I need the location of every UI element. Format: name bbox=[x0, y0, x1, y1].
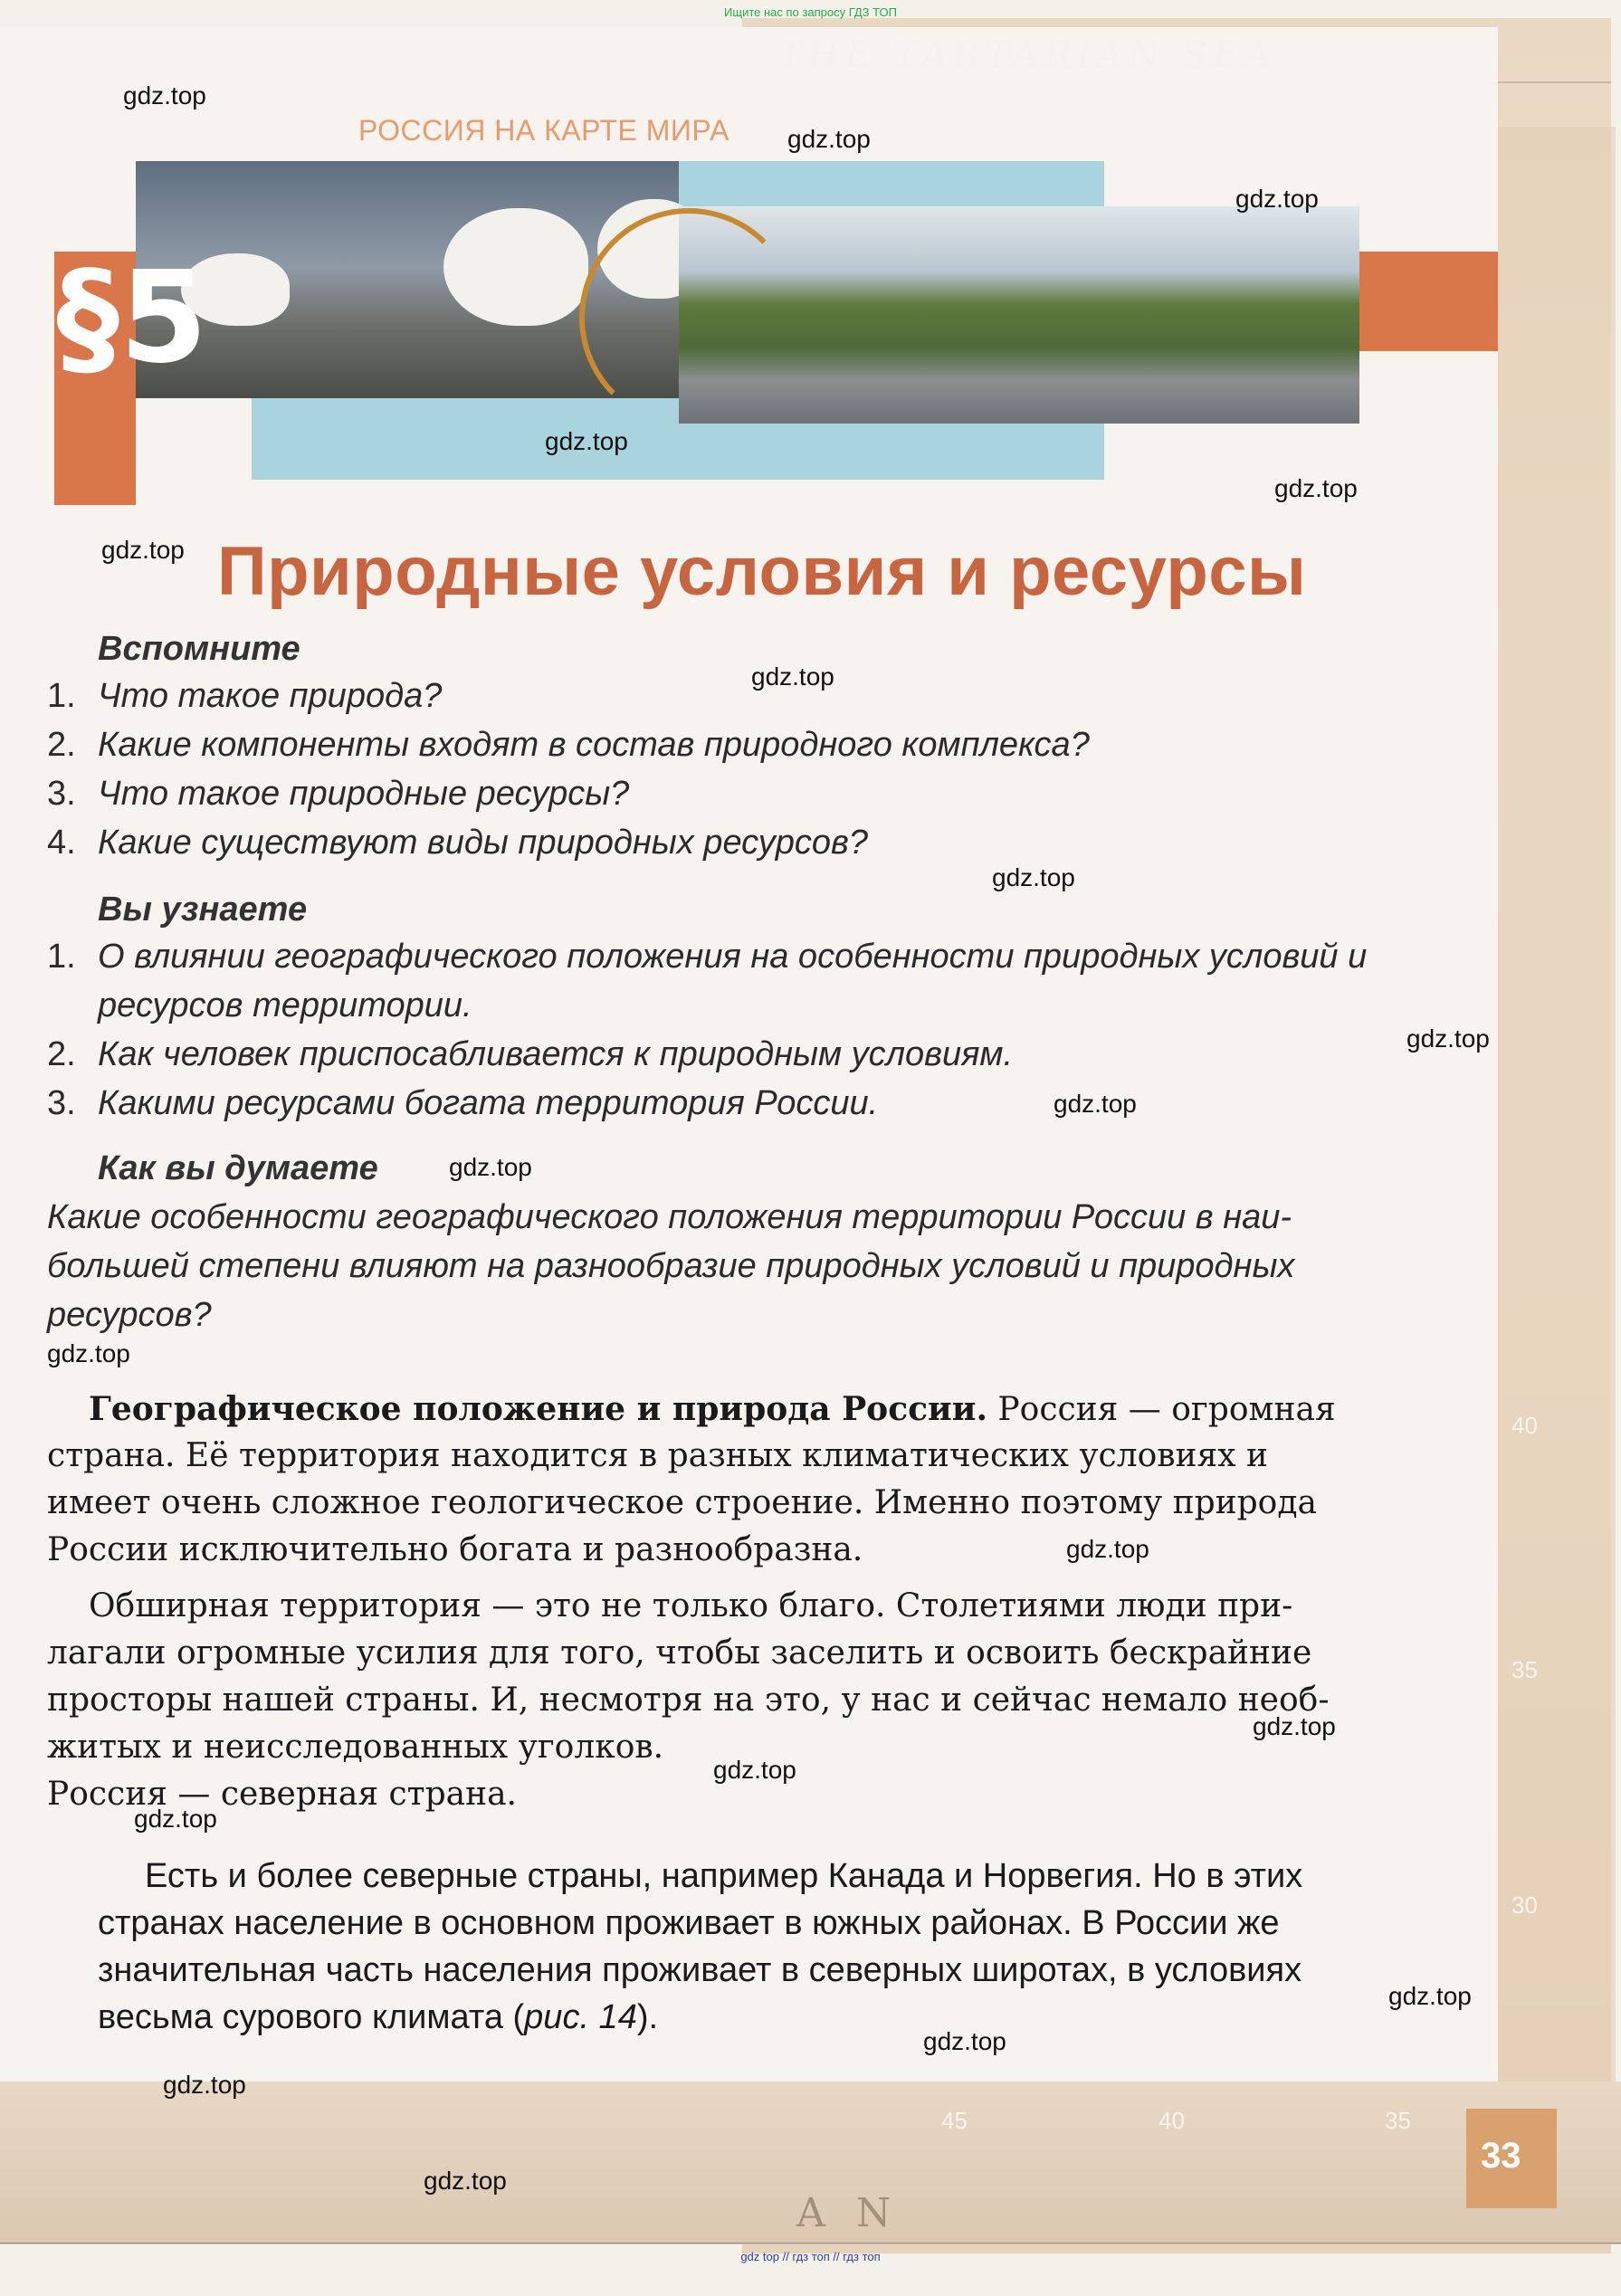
remember-heading: Вспомните bbox=[98, 630, 300, 668]
watermark: gdz.top bbox=[1253, 1712, 1336, 1740]
body-text: весьма сурового климата ( bbox=[98, 1998, 525, 2036]
watermark: gdz.top bbox=[1235, 185, 1319, 213]
watermark: gdz.top bbox=[1066, 1535, 1149, 1563]
remember-item bbox=[47, 775, 629, 814]
body-line: Есть и более северные страны, например Канада и Норвегия. Но в этих bbox=[145, 1857, 1303, 1895]
body-text: ). bbox=[636, 1998, 659, 2036]
body-line: России исключительно богата и разнообразна. bbox=[47, 1531, 863, 1568]
page-number: 33 bbox=[1481, 2136, 1521, 2176]
body-line bbox=[89, 1390, 1336, 1428]
learn-item bbox=[47, 938, 1367, 977]
think-line: ресурсов? bbox=[47, 1296, 212, 1334]
watermark: gdz.top bbox=[1054, 1090, 1137, 1118]
item-text: Как человек приспосабливается к природным условиям. bbox=[98, 1035, 1014, 1073]
body-line: значительная часть населения проживает в северных широтах, в условиях bbox=[98, 1951, 1302, 1989]
bottom-note: gdz top // гдз топ // гдз топ bbox=[740, 2250, 881, 2263]
subheading: Географическое положение и природа России. bbox=[89, 1390, 987, 1428]
item-number: 3. bbox=[47, 1084, 76, 1122]
item-text: О влиянии географического положения на особенности природных условий и bbox=[98, 938, 1368, 976]
body-line: Россия — северная страна. bbox=[47, 1776, 517, 1813]
learn-heading: Вы узнаете bbox=[98, 891, 308, 929]
map-number: 40 bbox=[1159, 2107, 1185, 2134]
polar-bear bbox=[443, 208, 588, 326]
item-number: 2. bbox=[47, 1035, 76, 1073]
watermark: gdz.top bbox=[545, 427, 628, 455]
watermark: gdz.top bbox=[449, 1153, 532, 1181]
watermark: gdz.top bbox=[47, 1339, 130, 1367]
watermark: gdz.top bbox=[101, 536, 185, 564]
body-line: имеет очень сложное геологическое строение. Именно поэтому природа bbox=[47, 1484, 1317, 1521]
map-number: 35 bbox=[1385, 2107, 1411, 2134]
item-text: Какие существуют виды природных ресурсов? bbox=[98, 824, 868, 862]
body-line: просторы нашей страны. И, несмотря на это, у нас и сейчас немало необ- bbox=[47, 1682, 1330, 1719]
map-letters: A N bbox=[796, 2190, 901, 2236]
item-number: 2. bbox=[47, 726, 76, 764]
item-number: 1. bbox=[47, 938, 76, 976]
body-line: лагали огромные усилия для того, чтобы заселить и освоить бескрайние bbox=[47, 1634, 1312, 1672]
learn-item bbox=[47, 1035, 1013, 1074]
learn-item-continuation: ресурсов территории. bbox=[98, 986, 472, 1024]
watermark: gdz.top bbox=[923, 2027, 1006, 2055]
map-number: 40 bbox=[1511, 1412, 1538, 1439]
body-text: Россия — огромная bbox=[987, 1391, 1336, 1428]
item-number: 4. bbox=[47, 824, 76, 862]
think-line: Какие особенности географического положения территории России в наи- bbox=[47, 1198, 1292, 1236]
watermark: gdz.top bbox=[134, 1805, 217, 1833]
watermark: gdz.top bbox=[713, 1756, 796, 1784]
figure-reference[interactable]: рис. 14 bbox=[524, 1998, 637, 2036]
watermark: gdz.top bbox=[163, 2071, 246, 2099]
section-label: РОССИЯ НА КАРТЕ МИРА bbox=[358, 114, 729, 147]
body-line bbox=[98, 1998, 658, 2037]
top-note: Ищите нас по запросу ГДЗ ТОП bbox=[724, 5, 897, 19]
watermark: gdz.top bbox=[123, 81, 206, 110]
remember-item bbox=[47, 824, 868, 862]
bottom-divider bbox=[0, 2243, 1621, 2244]
item-number: 3. bbox=[47, 775, 76, 813]
item-text: Что такое природа? bbox=[98, 677, 443, 715]
map-number: 45 bbox=[941, 2107, 968, 2134]
sextant-image bbox=[579, 208, 798, 427]
watermark: gdz.top bbox=[424, 2167, 507, 2195]
watermark: gdz.top bbox=[1388, 1982, 1472, 2010]
remember-item bbox=[47, 726, 1090, 765]
map-number: 35 bbox=[1511, 1656, 1538, 1683]
think-heading: Как вы думаете bbox=[98, 1149, 378, 1187]
accent-block bbox=[1359, 252, 1498, 351]
body-line: страна. Её территория находится в разных климатических условиях и bbox=[47, 1437, 1268, 1474]
body-line: житых и неисследованных уголков. bbox=[47, 1729, 664, 1766]
item-text: Какие компоненты входят в состав природного комплекса? bbox=[98, 726, 1090, 764]
watermark: gdz.top bbox=[787, 125, 871, 153]
map-number: 30 bbox=[1511, 1891, 1538, 1919]
learn-item bbox=[47, 1084, 878, 1123]
watermark: gdz.top bbox=[751, 662, 834, 691]
item-text: Что такое природные ресурсы? bbox=[98, 775, 630, 813]
watermark: gdz.top bbox=[992, 863, 1075, 891]
body-line: Обширная территория — это не только благо. Столетиями люди при- bbox=[89, 1587, 1293, 1624]
page-title: Природные условия и ресурсы bbox=[217, 533, 1307, 610]
remember-item bbox=[47, 677, 442, 716]
paragraph-number: §5 bbox=[56, 244, 208, 392]
item-text: Какими ресурсами богата территория России. bbox=[98, 1084, 879, 1122]
map-strip bbox=[1498, 127, 1616, 2082]
watermark: gdz.top bbox=[1406, 1024, 1490, 1053]
item-number: 1. bbox=[47, 677, 76, 715]
think-line: большей степени влияют на разнообразие природных условий и природных bbox=[47, 1247, 1295, 1285]
watermark: gdz.top bbox=[1274, 474, 1358, 502]
body-line: странах население в основном проживает в южных районах. В России же bbox=[98, 1904, 1280, 1942]
